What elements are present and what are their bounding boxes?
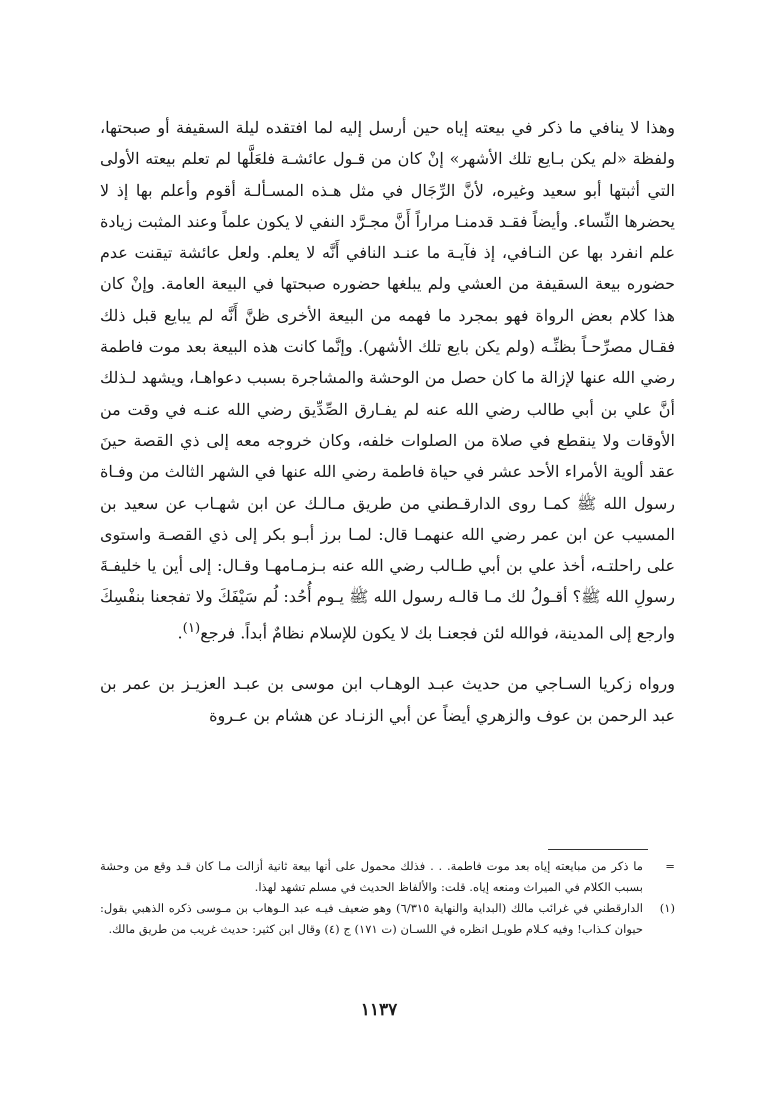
footnote-text: ما ذكر من مبايعته إياه بعد موت فاطمة. . . فذلك محمول على أنها بيعة ثانية أزالت مـا كان قـد وقع من وحشة بسبب الكلام في الميراث ومنعه إياه. قلت: والألفاظ الحديث في مسلم تشهد لهذا. xyxy=(100,859,643,894)
footnote-marker: = xyxy=(665,859,675,873)
footnote-marker: (١) xyxy=(659,901,675,915)
footnote-reference: (١) xyxy=(182,620,201,636)
footnote-separator xyxy=(548,849,648,850)
footnotes xyxy=(100,856,675,940)
footnote xyxy=(100,856,675,898)
footnote-text: الدارقطني في غرائب مالك (البداية والنهاية ٦/٣١٥) وهو ضعيف فيـه عبد الـوهاب بن مـوسى ذكره الذهبي بقول: حيوان كـذاب! وفيه كـلام طويـل انظره في اللسـان (ت ١٧١) ج (٤) وقال ابن كثير: حديث غريب من طريق مالك. xyxy=(100,901,643,936)
footnote xyxy=(100,898,675,940)
main-text xyxy=(100,112,675,731)
paragraph-text: وهذا لا ينافي ما ذكر في بيعته إياه حين أرسل إليه لما افتقده ليلة السقيفة أو صبحتها، ولفظة «لم يكن بـايع تلك الأشهر» إنْ كان من قـول عائشـة فلعَلَّها لم تعلم بيعته الأولى التي أثبتها أبو سعيد وغيره، لأنَّ الرِّجَال في مثل هـذه المسـألـة أقوم وأعلم بها إذ لا يحضرها النِّساء. وأيضاً فقـد قدمنـا مراراً أَنَّ مجـرَّد النفي لا يكون علماً وعند المثبت زيادة علم انفرد بها عن النـافي، إذ فآيـة ما عنـد النافي أَنَّه لا يعلم. ولعل عائشة تيقنت عدم حضوره بيعة السقيفة من العشي ولم يبلغها حضوره صبحتها في البيعة العامة. وإنْ كان هذا كلام بعض الرواة فهو بمجرد ما فهمه من البيعة الأخرى ظنَّ أَنَّه لم يبايع قبل ذلك فقـال مصرِّحـاً بظنِّـه (ولم يكن بايع تلك الأشهر). وإنَّما كانت هذه البيعة بعد موت فاطمة رضي الله عنها لإزالة ما كان حصل من الوحشة والمشاجرة بسبب دعواهـا، ويشهد لـذلك أنَّ علي بن أبي طالب رضي الله عنه لم يفـارق الصِّدِّيق رضي الله عنـه في وقت من الأوقات ولا ينقطع في صلاة من الصلوات خلفه، وكان خروجه معه إلى ذي القصة حينَ عقد ألوية الأمراء الأحد عشر في حياة فاطمة رضي الله عنها في الشهر الثالث من وفـاة رسول الله ﷺ كمـا روى الدارقـطني من طريق مـالـك عن ابن شهـاب عن سعيد بن المسيب عن ابن عمر رضي الله عنهمـا قال: لمـا برز أبـو بكر إلى ذي القصـة واستوى على راحلتـه، أخذ علي بن أبي طـالب رضي الله عنه بـزمـامهـا وقـال: إلى أين يا خليفـةَ رسولِ الله ﷺ؟ أقـولُ لك مـا قالـه رسول الله ﷺ يـوم أُحُد: لُم سَيْفَكَ ولا تفجعنا بنفْسِكَ وارجع إلى المدينة، فوالله لئن فجعنـا بك لا يكون للإسلام نظامٌ أبداً. فرجع xyxy=(100,118,676,643)
page-number: ١١٣٧ xyxy=(360,1000,398,1020)
body-paragraph: وهذا لا ينافي ما ذكر في بيعته إياه حين أرسل إليه لما افتقده ليلة السقيفة أو صبحتها، ولفظة «لم يكن بـايع تلك الأشهر» إنْ كان من قـول عائشـة فلعَلَّها لم تعلم بيعته الأولى التي أثبتها أبو سعيد وغيره، لأنَّ الرِّجَال في مثل هـذه المسـألـة أقوم وأعلم بها إذ لا يحضرها النِّساء. وأيضاً فقـد قدمنـا مراراً أَنَّ مجـرَّد النفي لا يكون علماً وعند المثبت زيادة علم انفرد بها عن النـافي، إذ فآيـة ما عنـد النافي أَنَّه لا يعلم. ولعل عائشة تيقنت عدم حضوره بيعة السقيفة من العشي ولم يبلغها حضوره صبحتها في البيعة العامة. وإنْ كان هذا كلام بعض الرواة فهو بمجرد ما فهمه من البيعة الأخرى ظنَّ أَنَّه لم يبايع قبل ذلك فقـال مصرِّحـاً بظنِّـه (ولم يكن بايع تلك الأشهر). وإنَّما كانت هذه البيعة بعد موت فاطمة رضي الله عنها لإزالة ما كان حصل من الوحشة والمشاجرة بسبب دعواهـا، ويشهد لـذلك أنَّ علي بن أبي طالب رضي الله عنه لم يفـارق الصِّدِّيق رضي الله عنـه في وقت من الأوقات ولا ينقطع في صلاة من الصلوات خلفه، وكان خروجه معه إلى ذي القصة حينَ عقد ألوية الأمراء الأحد عشر في حياة فاطمة رضي الله عنها في الشهر الثالث من وفـاة رسول الله ﷺ كمـا روى الدارقـطني من طريق مـالـك عن ابن شهـاب عن سعيد بن المسيب عن ابن عمر رضي الله عنهمـا قال: لمـا برز أبـو بكر إلى ذي القصـة واستوى على راحلتـه، أخذ علي بن أبي طـالب رضي الله عنه بـزمـامهـا وقـال: إلى أين يا خليفـةَ رسولِ الله ﷺ؟ أقـولُ لك مـا قالـه رسول الله ﷺ يـوم أُحُد: لُم سَيْفَكَ ولا تفجعنا بنفْسِكَ وارجع إلى المدينة، فوالله لئن فجعنـا بك لا يكون للإسلام نظامٌ أبداً. فرجع$^{(١)}$. xyxy=(100,118,676,643)
body-paragraph: ورواه زكريا السـاجي من حديث عبـد الوهـاب ابن موسى بن عبـد العزيـز بن عمر بن عبد الرحمن بن عوف والزهري أيضاً عن أبي الزنـاد عن هشام بن عـروة xyxy=(100,674,675,725)
